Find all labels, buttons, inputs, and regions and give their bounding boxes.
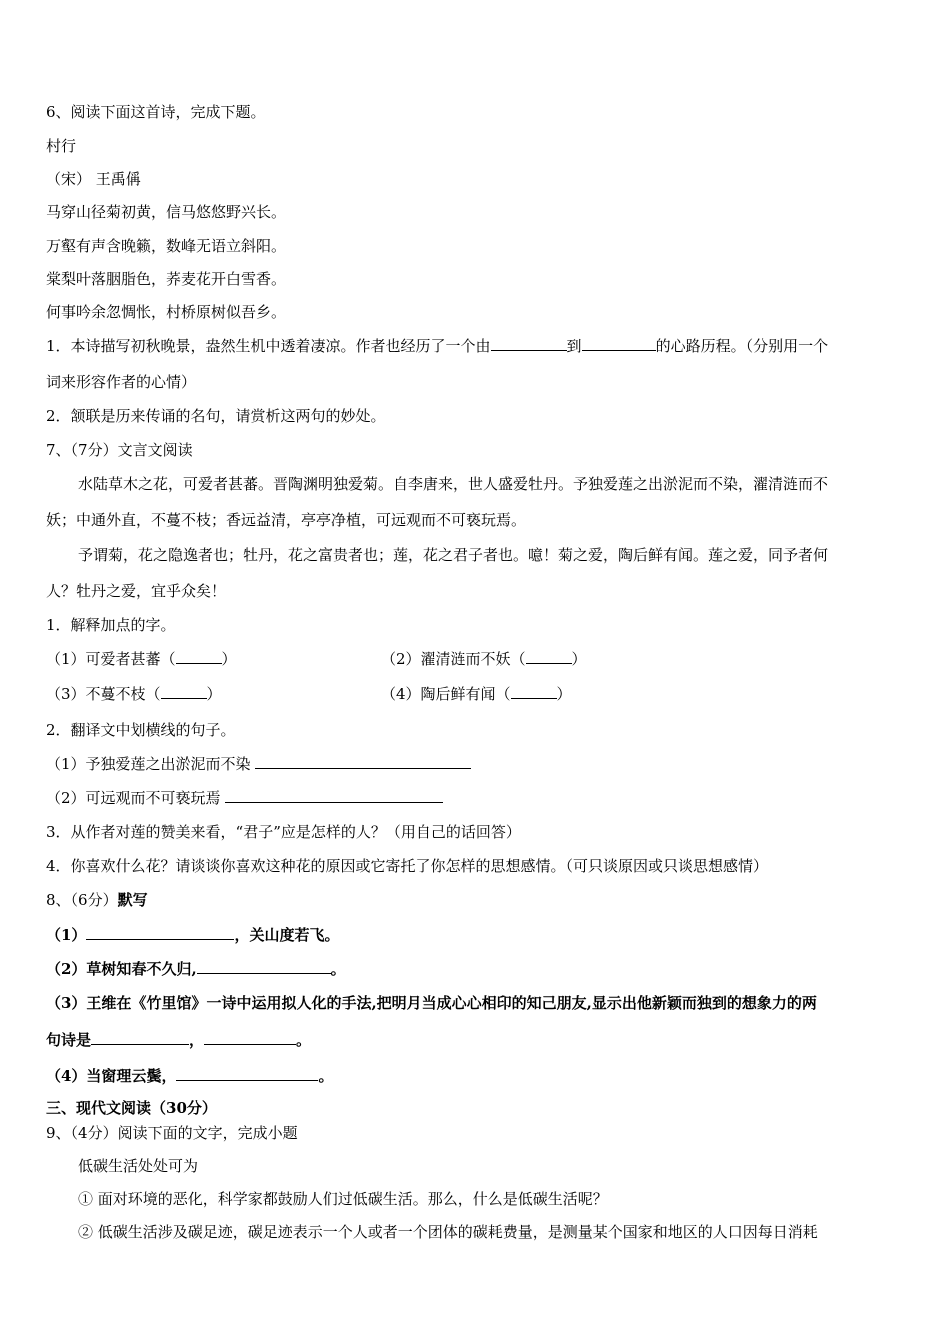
- q7-sub4: 4．你喜欢什么花？请谈谈你喜欢这种花的原因或它寄托了你怎样的思想感情。（可只谈原因或只谈思想感情）: [46, 857, 769, 875]
- section-heading: 三、现代文阅读（30分）: [46, 1099, 217, 1117]
- explain-row: [46, 649, 896, 669]
- article-para: ① 面对环境的恶化，科学家都鼓励人们过低碳生活。那么，什么是低碳生活呢？: [78, 1190, 608, 1208]
- q6-heading: 6、阅读下面这首诗，完成下题。: [46, 103, 266, 121]
- answer-blank[interactable]: [225, 788, 443, 803]
- dictation-3: （3）王维在《竹里馆》一诗中运用拟人化的手法,把明月当成心心相印的知己朋友,显示出他新颖而独到的想象力的两: [46, 994, 817, 1012]
- poem-author: （宋） 王禹偁: [46, 170, 141, 188]
- answer-blank[interactable]: [582, 336, 656, 351]
- dictation-4: （4）当窗理云鬓， 。: [46, 1067, 334, 1085]
- explain-row: [46, 684, 896, 704]
- q8-heading: 8、（6分）默写: [46, 891, 148, 909]
- classical-para-cont: 人？牡丹之爱，宜乎众矣！: [46, 582, 227, 600]
- q9-heading: 9、（4分）阅读下面的文字，完成小题: [46, 1124, 298, 1142]
- dictation-2: （2）草树知春不久归, 。: [46, 960, 346, 978]
- translate-item: （2）可远观而不可亵玩焉: [46, 788, 443, 808]
- q7-sub2: 2．翻译文中划横线的句子。: [46, 721, 236, 739]
- answer-blank[interactable]: [161, 684, 207, 699]
- article-title: 低碳生活处处可为: [78, 1157, 199, 1175]
- classical-para: 水陆草木之花，可爱者甚蕃。晋陶渊明独爱菊。自李唐来，世人盛爱牡丹。予独爱莲之出淤泥而不染，濯清涟而不: [78, 475, 829, 493]
- q6-sub2: 2．颔联是历来传诵的名句，请赏析这两句的妙处。: [46, 407, 386, 425]
- q6-sub1-cont: 词来形容作者的心情）: [46, 373, 197, 391]
- explain-item: （3）不蔓不枝（ ）: [46, 685, 222, 703]
- explain-item: （1）可爱者甚蕃（ ）: [46, 650, 237, 668]
- translate-item: （1）予独爱莲之出淤泥而不染: [46, 754, 471, 774]
- answer-blank[interactable]: [197, 959, 331, 974]
- answer-blank[interactable]: [255, 754, 471, 769]
- poem-line: 万壑有声含晚籁，数峰无语立斜阳。: [46, 237, 287, 255]
- dictation-3-cont: 句诗是 ， 。: [46, 1031, 312, 1049]
- answer-blank[interactable]: [176, 649, 222, 664]
- explain-item: （4）陶后鲜有闻（ ）: [381, 685, 572, 703]
- answer-blank[interactable]: [491, 336, 567, 351]
- answer-blank[interactable]: [86, 925, 234, 940]
- poem-line: 棠梨叶落胭脂色，荞麦花开白雪香。: [46, 270, 287, 288]
- explain-item: （2）濯清涟而不妖（ ）: [381, 650, 587, 668]
- answer-blank[interactable]: [511, 684, 557, 699]
- answer-blank[interactable]: [91, 1030, 189, 1045]
- q7-sub3: 3．从作者对莲的赞美来看，“君子”应是怎样的人？（用自己的话回答）: [46, 823, 521, 841]
- answer-blank[interactable]: [526, 649, 572, 664]
- answer-blank[interactable]: [176, 1066, 318, 1081]
- q7-sub1: 1．解释加点的字。: [46, 616, 176, 634]
- classical-para-cont: 妖；中通外直，不蔓不枝；香远益清，亭亭净植，可远观而不可亵玩焉。: [46, 511, 527, 529]
- classical-para: 予谓菊，花之隐逸者也；牡丹，花之富贵者也；莲，花之君子者也。噫！菊之爱，陶后鲜有闻。莲之爱，同予者何: [78, 546, 829, 564]
- dictation-1: （1） ，关山度若飞。: [46, 926, 340, 944]
- answer-blank[interactable]: [204, 1030, 296, 1045]
- poem-title: 村行: [46, 137, 77, 155]
- q7-heading: 7、（7分）文言文阅读: [46, 441, 193, 459]
- poem-line: 马穿山径菊初黄，信马悠悠野兴长。: [46, 203, 287, 221]
- article-para: ② 低碳生活涉及碳足迹，碳足迹表示一个人或者一个团体的碳耗费量，是测量某个国家和地区的人口因每日消耗: [78, 1223, 818, 1241]
- q6-sub1: 1．本诗描写初秋晚景，盎然生机中透着凄凉。作者也经历了一个由 到 的心路历程。（分别用一个: [46, 337, 829, 355]
- poem-line: 何事吟余忽惆怅，村桥原树似吾乡。: [46, 303, 287, 321]
